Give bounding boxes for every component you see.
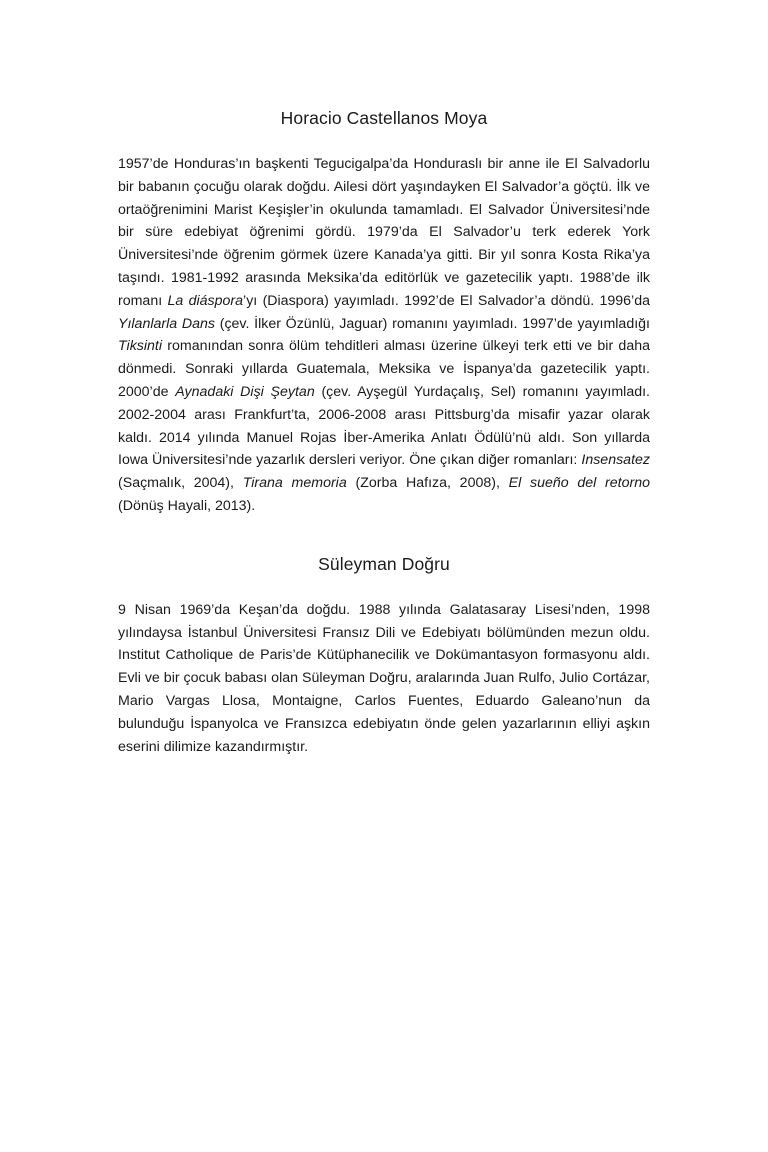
text-run: (Saçmalık, 2004),	[118, 475, 243, 492]
italic-title: La diáspora	[167, 292, 244, 309]
text-run: (çev. İlker Özünlü, Jaguar) romanını yayımladı. 1997’de yayımladığı	[215, 315, 650, 332]
text-run: ’yı (Diaspora) yayımladı. 1992’de El Salvador’a döndü. 1996’da	[243, 292, 650, 309]
bio-suleyman-dogru	[118, 550, 650, 759]
italic-title: Aynadaki Dişi Şeytan	[175, 383, 315, 400]
translator-name: Süleyman Doğru	[318, 553, 450, 574]
italic-title: Tiksinti	[118, 338, 163, 355]
translator-bio-text	[118, 599, 650, 759]
text-run: romanından sonra ölüm tehditleri alması üzerine ülkeyi terk etti ve bir daha dönmedi. Sonraki yıllarda Guatemala, Meksika ve İspanya’da gazetecilik yaptı. 2000’de	[118, 338, 650, 400]
text-run: 9 Nisan 1969’da Keşan’da doğdu. 1988 yılında Galatasaray Lisesi’nden, 1998 yılındaysa İstanbul Üniversitesi Fransız Dili ve Edebiyatı bölümünden mezun oldu. Institut Catholique de Paris’de Kütüphanecilik ve Dokümantasyon formasyonu aldı. Evli ve bir çocuk babası olan Süleyman Doğru, aralarında Juan Rulfo, Julio Cortázar, Mario Vargas Llosa, Montaigne, Carlos Fuentes, Eduardo Galeano’nun da bulunduğu İspanyolca ve Fransızca edebiyatın önde gelen yazarlarının elliyi aşkın eserini dilimize kazandırmıştır.	[118, 601, 650, 755]
text-run: 1957’de Honduras’ın başkenti Tegucigalpa’da Honduraslı bir anne ile El Salvadorlu bir babanın çocuğu olarak doğdu. Ailesi dört yaşındayken El Salvador’a göçtü. İlk ve ortaöğrenimini Marist Keşişler’in okulunda tamamladı. El Salvador Üniversitesi’nde bir süre edebiyat öğrenimi gördü. 1979’da El Salvador’u terk ederek York Üniversitesi’nde öğrenim görmek üzere Kanada’ya gitti. Bir yıl sonra Kosta Rika’ya taşındı. 1981-1992 arasında Meksika’da editörlük ve gazetecilik yaptı. 1988’de ilk romanı	[118, 156, 650, 309]
text-run: (çev. Ayşegül Yurdaçalış, Sel) romanını yayımladı. 2002-2004 arası Frankfurt’ta, 2006-2008 arası Pittsburg’da misafir yazar olarak kaldı. 2014 yılında Manuel Rojas İber-Amerika Anlatı Ödülü’nü aldı. Son yıllarda Iowa Üniversitesi’nde yazarlık dersleri veriyor. Öne çıkan diğer romanları:	[118, 383, 650, 469]
author-bio-text	[118, 153, 650, 518]
italic-title: Yılanlarla Dans	[118, 315, 215, 332]
bio-horacio-castellanos-moya	[118, 104, 650, 518]
page	[118, 104, 650, 758]
italic-title: Insensatez	[581, 452, 650, 469]
italic-title: El sueño del retorno	[508, 475, 651, 492]
text-run: (Zorba Hafıza, 2008),	[346, 475, 509, 492]
italic-title: Tirana memoria	[242, 475, 347, 492]
text-run: (Dönüş Hayali, 2013).	[118, 497, 256, 514]
author-name: Horacio Castellanos Moya	[280, 108, 488, 128]
